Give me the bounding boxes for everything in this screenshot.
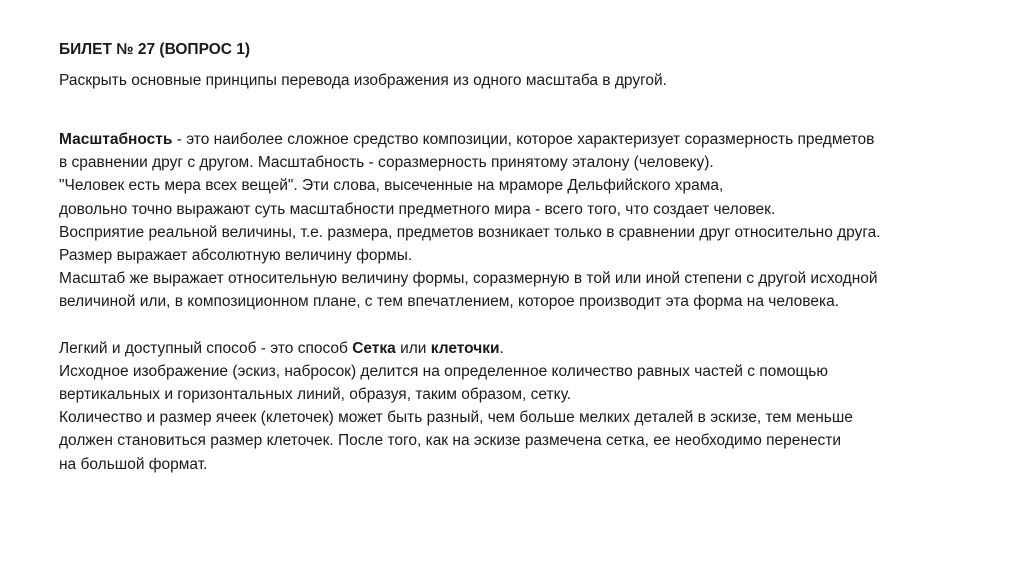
scale-paragraph (59, 128, 1009, 314)
term-cells: клеточки (430, 339, 500, 357)
para1-line8: величиной или, в композиционном плане, с тем впечатлением, которое производит эта форма на человека. (59, 293, 840, 311)
ticket-title: БИЛЕТ № 27 (ВОПРОС 1) (59, 41, 251, 58)
para1-line4: довольно точно выражают суть масштабности предметного мира - всего того, что создает человек. (59, 200, 776, 218)
para1-line2: в сравнении друг с другом. Масштабность - соразмерность принятому эталону (человеку). (59, 154, 714, 172)
para1-line7: Масштаб же выражает относительную величину формы, соразмерную в той или иной степени с другой исходной (59, 270, 878, 288)
para2-line6: на большой формат. (59, 455, 208, 473)
question-subtitle: Раскрыть основные принципы перевода изображения из одного масштаба в другой. (59, 72, 667, 89)
term-scale: Масштабность (59, 131, 173, 148)
para1-line6: Размер выражает абсолютную величину формы. (59, 247, 413, 265)
slide-content (59, 40, 1009, 476)
para2-line4: Количество и размер ячеек (клеточек) может быть разный, чем больше мелких деталей в эскизе, тем меньше (59, 409, 853, 427)
para1-line3: "Человек есть мера всех вещей". Эти слова, высеченные на мраморе Дельфийского храма, (59, 177, 724, 195)
para2-line3: вертикальных и горизонтальных линий, образуя, таким образом, сетку. (59, 386, 572, 404)
para2-line1-mid: или (395, 339, 431, 357)
para2-line1 (59, 337, 1009, 360)
para2-line1-end: . (499, 339, 504, 357)
term-grid: Сетка (352, 339, 396, 357)
para1-line1 (59, 128, 1009, 151)
para1-line5: Восприятие реальной величины, т.е. размера, предметов возникает только в сравнении друг относительно друга. (59, 223, 881, 241)
para2-line5: должен становиться размер клеточек. После того, как на эскизе размечена сетка, ее необходимо перенести (59, 432, 842, 450)
para1-line1-rest: - это наиболее сложное средство композиции, которое характеризует соразмерность предметов (172, 131, 875, 148)
para2-line1-pre: Легкий и доступный способ - это способ (59, 339, 353, 357)
paragraph-gap (59, 314, 1009, 337)
para2-line2: Исходное изображение (эскиз, набросок) делится на определенное количество равных частей с помощью (59, 362, 828, 380)
grid-method-paragraph (59, 337, 1009, 476)
